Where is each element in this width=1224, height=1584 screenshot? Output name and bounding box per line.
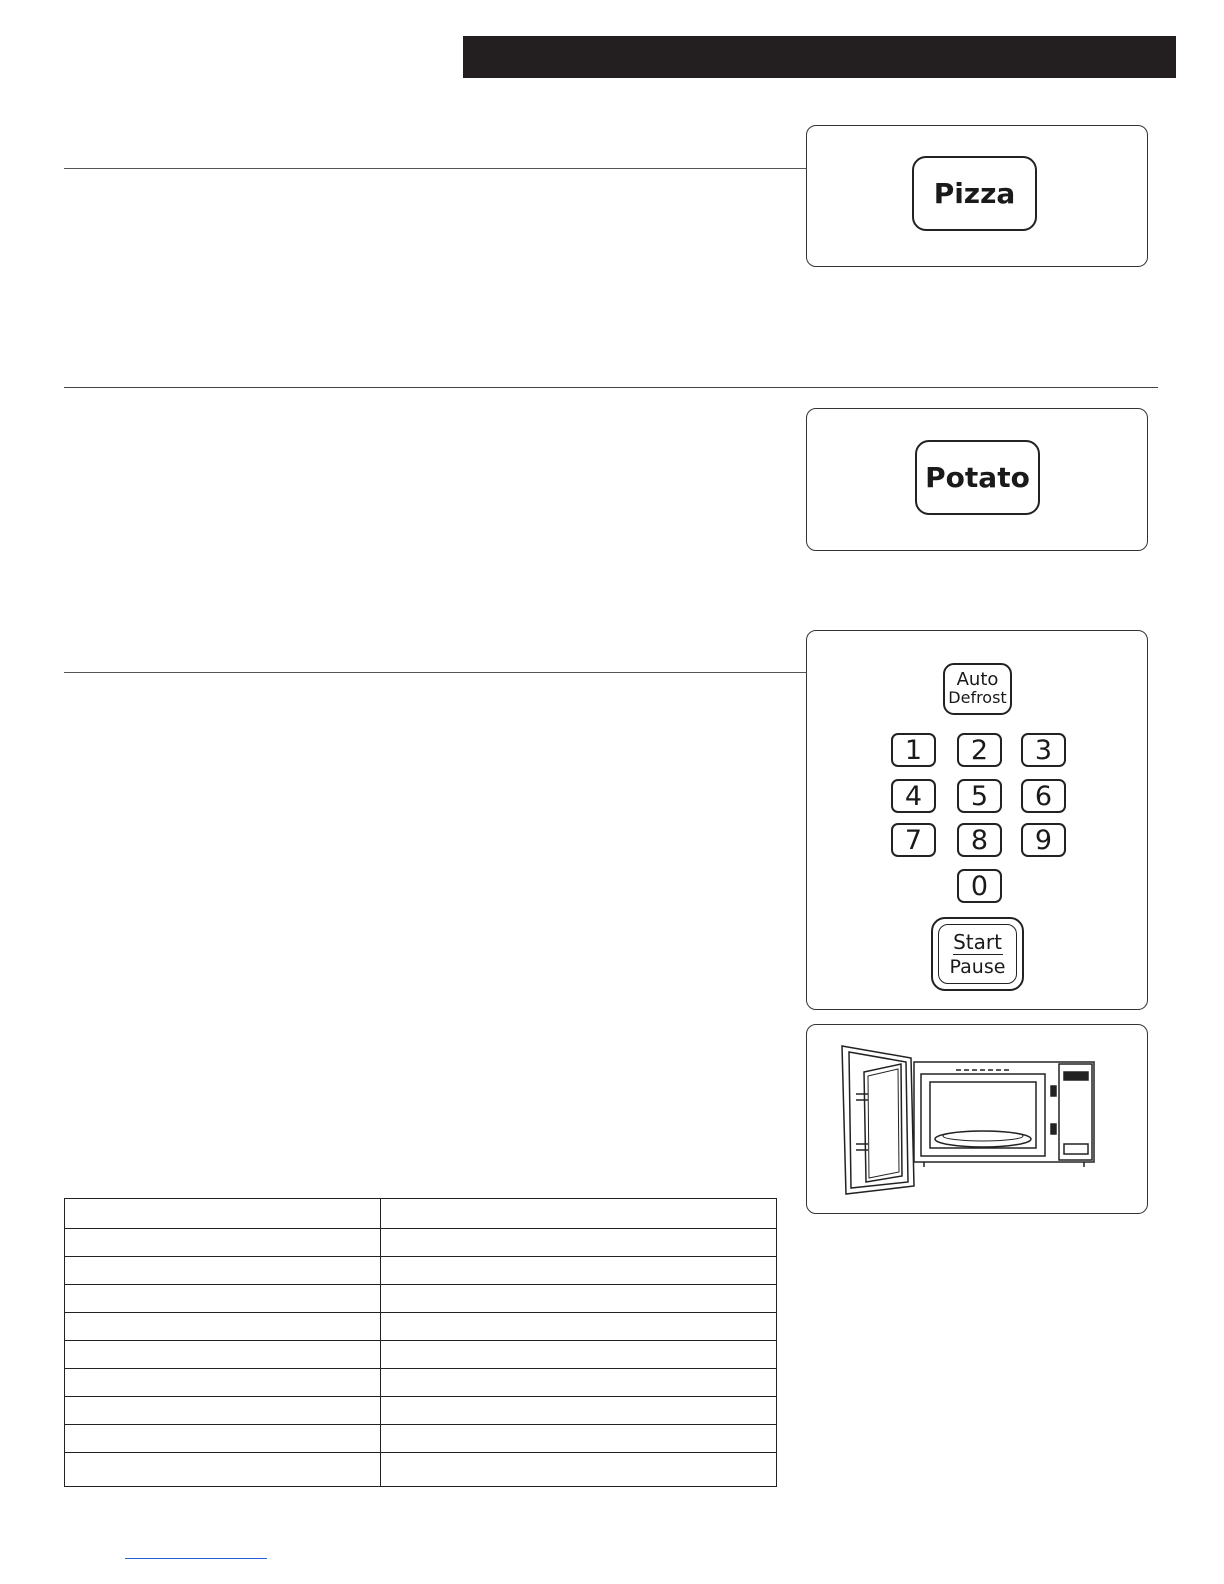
table-cell-right [380, 1229, 776, 1257]
table-row [65, 1425, 777, 1453]
digit-label: 3 [1034, 734, 1053, 766]
digit-label: 6 [1034, 780, 1053, 812]
pause-label: Pause [949, 955, 1006, 978]
potato-button[interactable] [915, 440, 1040, 515]
table-cell-left [65, 1229, 381, 1257]
table-cell-right [380, 1257, 776, 1285]
table-row [65, 1199, 777, 1229]
table-cell-right [380, 1285, 776, 1313]
table-cell-right [380, 1313, 776, 1341]
potato-button-label: Potato [925, 461, 1030, 494]
table-cell-right [380, 1369, 776, 1397]
section-header-bar [463, 36, 1176, 78]
table-cell-left [65, 1199, 381, 1229]
digit-label: 1 [904, 734, 923, 766]
digit-label: 9 [1034, 824, 1053, 856]
digit-key-7[interactable] [891, 823, 936, 857]
digit-key-4[interactable] [891, 779, 936, 813]
table-row [65, 1397, 777, 1425]
auto-defrost-button[interactable] [943, 663, 1012, 715]
table-cell-left [65, 1285, 381, 1313]
table-cell-left [65, 1341, 381, 1369]
digit-label: 5 [970, 780, 989, 812]
table-cell-right [380, 1341, 776, 1369]
digit-key-5[interactable] [957, 779, 1002, 813]
digit-key-3[interactable] [1021, 733, 1066, 767]
table-row [65, 1453, 777, 1487]
footer-link-underline[interactable] [125, 1558, 267, 1559]
auto-defrost-line2: Defrost [948, 688, 1007, 708]
start-pause-inner [938, 924, 1017, 984]
table-row [65, 1229, 777, 1257]
digit-key-8[interactable] [957, 823, 1002, 857]
table-row [65, 1313, 777, 1341]
table-cell-right [380, 1453, 776, 1487]
table-cell-right [380, 1425, 776, 1453]
table-row [65, 1341, 777, 1369]
start-pause-divider [953, 954, 1003, 955]
microwave-open-door-icon [806, 1024, 1148, 1214]
digit-key-2[interactable] [957, 733, 1002, 767]
digit-label: 0 [970, 870, 989, 902]
table-cell-left [65, 1425, 381, 1453]
table-row [65, 1257, 777, 1285]
table-cell-right [380, 1199, 776, 1229]
potato-panel [806, 408, 1148, 551]
table-cell-left [65, 1257, 381, 1285]
digit-label: 4 [904, 780, 923, 812]
table-cell-left [65, 1397, 381, 1425]
digit-key-0[interactable] [957, 869, 1002, 903]
table-cell-left [65, 1453, 381, 1487]
digit-label: 8 [970, 824, 989, 856]
start-label: Start [953, 929, 1002, 954]
pizza-section-rule [64, 168, 806, 169]
microwave-panel [806, 1024, 1148, 1214]
table-row [65, 1369, 777, 1397]
digit-key-1[interactable] [891, 733, 936, 767]
table-row [65, 1285, 777, 1313]
table-cell-left [65, 1369, 381, 1397]
auto-defrost-line1: Auto [956, 669, 999, 691]
defrost-guide-table [64, 1198, 777, 1487]
defrost-section-rule [64, 672, 806, 673]
pizza-panel [806, 125, 1148, 267]
table-cell-right [380, 1397, 776, 1425]
section-divider [64, 387, 1158, 388]
pizza-button[interactable] [912, 156, 1037, 231]
table-cell-left [65, 1313, 381, 1341]
start-pause-button[interactable] [931, 917, 1024, 991]
digit-label: 7 [904, 824, 923, 856]
digit-label: 2 [970, 734, 989, 766]
pizza-button-label: Pizza [933, 177, 1016, 210]
digit-key-6[interactable] [1021, 779, 1066, 813]
digit-key-9[interactable] [1021, 823, 1066, 857]
